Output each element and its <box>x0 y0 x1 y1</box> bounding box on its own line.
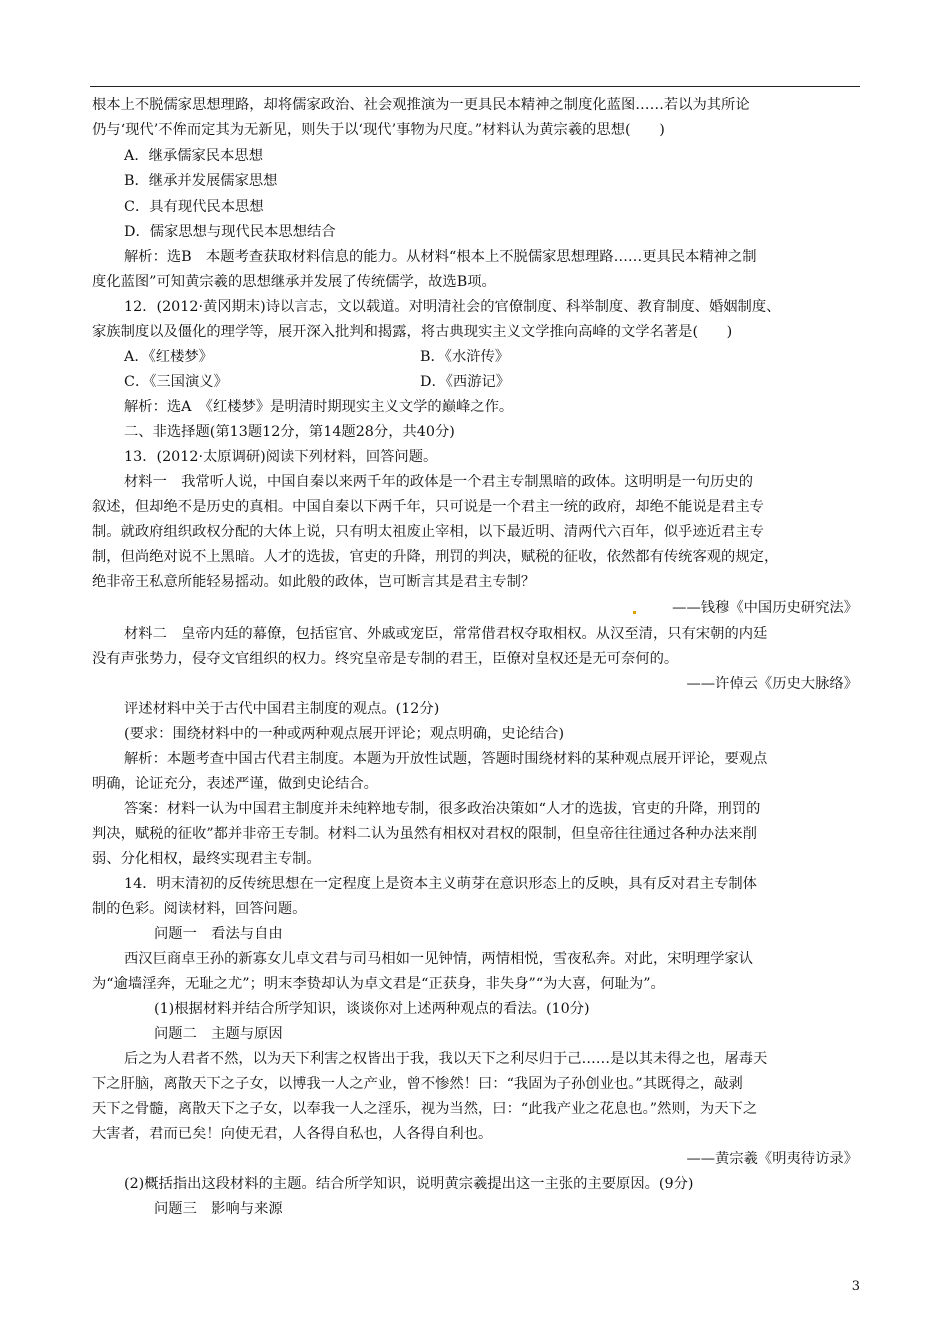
citation-qian-mu: ——钱穆《中国历史研究法》 <box>672 600 858 616</box>
option-b: B．继承并发展儒家思想 <box>124 173 278 189</box>
analysis-line: 解析：选A 《红楼梦》是明清时期现实主义文学的巅峰之作。 <box>124 399 514 415</box>
material-line: 下之肝脑，离散天下之子女，以博我一人之产业，曾不惨然！曰：“我固为子孙创业也。”其既得之，敲剥 <box>92 1076 743 1092</box>
analysis-line: 度化蓝图”可知黄宗羲的思想继承并发展了传统儒学，故选B项。 <box>92 274 496 290</box>
option-c: C．《三国演义》 <box>124 374 228 390</box>
header-rule <box>90 86 860 87</box>
material-line: 西汉巨商卓王孙的新寡女儿卓文君与司马相如一见钟情，两情相悦，雪夜私奔。对此，宋明理学家认 <box>124 951 754 967</box>
subheading-2: 问题二 主题与原因 <box>154 1026 283 1042</box>
page-number: 3 <box>851 1279 860 1294</box>
option-a: A．继承儒家民本思想 <box>124 148 263 164</box>
material-line: 大害者，君而已矣！向使无君，人各得自私也，人各得自利也。 <box>92 1126 493 1142</box>
question-13: 13．(2012·太原调研)阅读下列材料，回答问题。 <box>124 449 438 465</box>
text-line: 仍与‘现代’不侔而定其为无新见，则失于以‘现代’事物为尺度。”材料认为黄宗羲的思想( ) <box>92 122 665 138</box>
option-a: A．《红楼梦》 <box>124 349 213 365</box>
citation-huang-zongxi: ——黄宗羲《明夷待访录》 <box>686 1151 858 1167</box>
analysis-line: 明确，论证充分，表述严谨，做到史论结合。 <box>92 776 378 792</box>
option-d: D．《西游记》 <box>420 374 511 390</box>
question-14-cont: 制的色彩。阅读材料，回答问题。 <box>92 901 307 917</box>
text-line: 根本上不脱儒家思想理路，却将儒家政治、社会观推演为一更具民本精神之制度化蓝图……若以为其所论 <box>92 97 750 113</box>
option-b: B．《水浒传》 <box>420 349 510 365</box>
requirement-line: (要求：围绕材料中的一种或两种观点展开评论；观点明确，史论结合) <box>124 726 565 742</box>
option-d: D．儒家思想与现代民本思想结合 <box>124 224 336 240</box>
answer-line: 弱、分化相权，最终实现君主专制。 <box>92 851 321 867</box>
material-1-line: 叙述，但却绝不是历史的真相。中国自秦以下两千年，只可说是一个君主一统的政府，却绝不能说是君主专 <box>92 499 764 515</box>
answer-line: 判决，赋税的征收”都并非帝王专制。材料二认为虽然有相权对君权的限制，但皇帝往往通过各种办法来削 <box>92 826 757 842</box>
section-heading: 二、非选择题(第13题12分，第14题28分，共40分) <box>124 424 455 440</box>
material-1: 材料一 我常听人说，中国自秦以来两千年的政体是一个君主专制黑暗的政体。这明明是一句历史的 <box>124 474 754 490</box>
material-2-line: 没有声张势力，侵夺文官组织的权力。终究皇帝是专制的君王，臣僚对皇权还是无可奈何的。 <box>92 651 679 667</box>
material-2: 材料二 皇帝内廷的幕僚，包括宦官、外戚或宠臣，常常借君权夺取相权。从汉至清，只有宋朝的内廷 <box>124 626 768 642</box>
subheading-3: 问题三 影响与来源 <box>154 1201 283 1217</box>
question-12: 12．(2012·黄冈期末)诗以言志，文以载道。对明清社会的官僚制度、科举制度、教育制度、婚姻制度、 <box>124 299 781 315</box>
material-line: 后之为人君者不然，以为天下利害之权皆出于我，我以天下之利尽归于己……是以其未得之也，屠毒天 <box>124 1051 768 1067</box>
sub-question-2: (2)概括指出这段材料的主题。结合所学知识，说明黄宗羲提出这一主张的主要原因。(9分) <box>124 1176 694 1192</box>
option-c: C．具有现代民本思想 <box>124 199 264 215</box>
stray-mark <box>633 611 636 614</box>
material-line: 为“逾墙淫奔，无耻之尤”；明末李贽却认为卓文君是“正获身，非失身”“为大喜，何耻为”。 <box>92 976 665 992</box>
subheading-1: 问题一 看法与自由 <box>154 926 283 942</box>
material-1-line: 绝非帝王私意所能轻易摇动。如此般的政体，岂可断言其是君主专制？ <box>92 574 536 590</box>
material-1-line: 制。就政府组织政权分配的大体上说，只有明太祖废止宰相，以下最近明、清两代六百年，似乎迹近君主专 <box>92 524 764 540</box>
sub-question-1: (1)根据材料并结合所学知识，谈谈你对上述两种观点的看法。(10分) <box>154 1001 590 1017</box>
question-14: 14．明末清初的反传统思想在一定程度上是资本主义萌芽在意识形态上的反映，具有反对君主专制体 <box>124 876 757 892</box>
task-line: 评述材料中关于古代中国君主制度的观点。(12分) <box>124 701 440 717</box>
material-line: 天下之骨髓，离散天下之子女，以奉我一人之淫乐，视为当然，曰：“此我产业之花息也。”然则，为天下之 <box>92 1101 758 1117</box>
citation-xu-zhuoyun: ——许倬云《历史大脉络》 <box>686 676 858 692</box>
material-1-line: 制，但尚绝对说不上黑暗。人才的选拔，官吏的升降，刑罚的判决，赋税的征收，依然都有传统客观的规定， <box>92 549 779 565</box>
question-12-cont: 家族制度以及僵化的理学等，展开深入批判和揭露，将古典现实主义文学推向高峰的文学名著是( ) <box>92 324 733 340</box>
analysis-line: 解析：本题考查中国古代君主制度。本题为开放性试题，答题时围绕材料的某种观点展开评论，要观点 <box>124 751 768 767</box>
answer-line: 答案：材料一认为中国君主制度并未纯粹地专制，很多政治决策如“人才的选拔，官吏的升降，刑罚的 <box>124 801 761 817</box>
analysis-line: 解析：选B 本题考查获取材料信息的能力。从材料“根本上不脱儒家思想理路……更具民本精神之制 <box>124 249 757 265</box>
